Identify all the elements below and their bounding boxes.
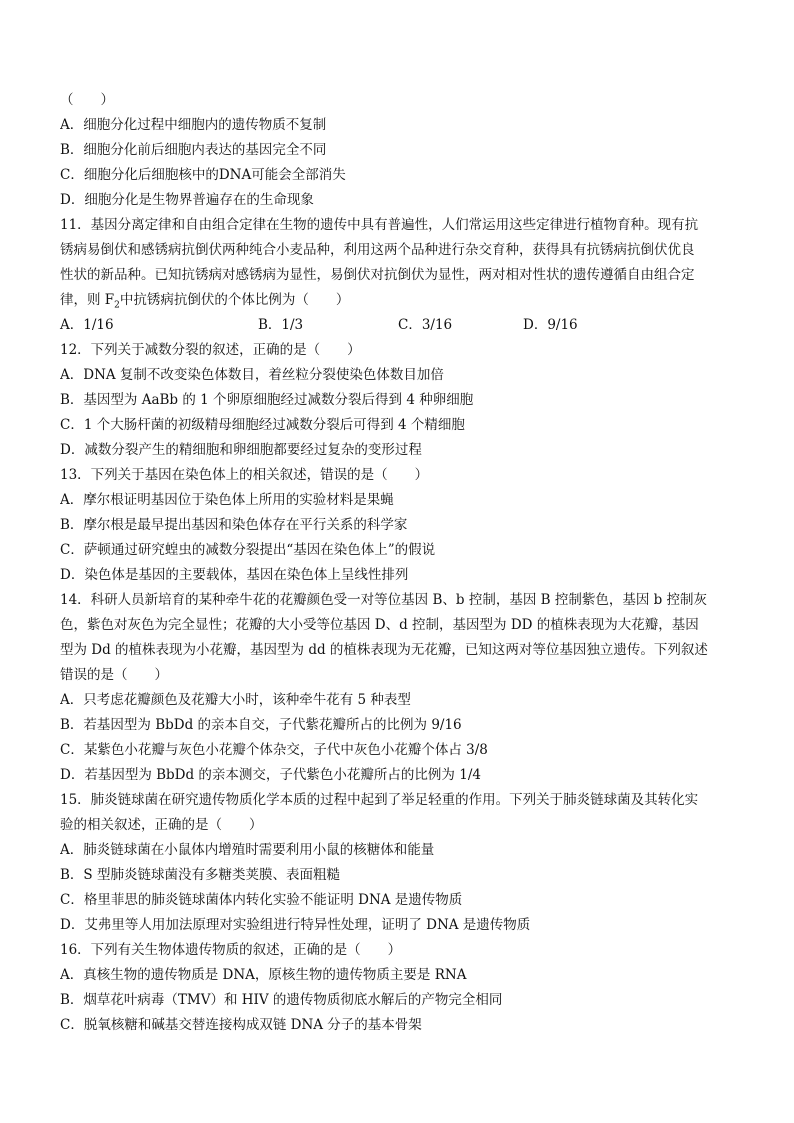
q15-stem-line-1: 15．肺炎链球菌在研究遗传物质化学本质的过程中起到了举足轻重的作用。下列关于肺炎链球菌及其转化实: [60, 792, 699, 808]
q11-stem-subscript: 2: [114, 300, 120, 311]
q10-option-d: D．细胞分化是生物界普遍存在的生命现象: [60, 192, 314, 208]
q15-option-c: C．格里菲思的肺炎链球菌体内转化实验不能证明 DNA 是遗传物质: [60, 892, 463, 908]
q11-stem-line-3: 性状的新品种。已知抗锈病对感锈病为显性，易倒伏对抗倒伏为显性，两对相对性状的遗传遵循自由组合定: [60, 267, 695, 283]
q12-option-a: A．DNA 复制不改变染色体数目，着丝粒分裂使染色体数目加倍: [60, 367, 444, 383]
q11-option-d: D．9/16: [523, 317, 578, 333]
q14-option-c: C．某紫色小花瓣与灰色小花瓣个体杂交，子代中灰色小花瓣个体占 3/8: [60, 742, 488, 758]
q13-option-c: C．萨顿通过研究蝗虫的减数分裂提出“基因在染色体上”的假说: [60, 542, 436, 558]
q15-option-d: D．艾弗里等人用加法原理对实验组进行特异性处理，证明了 DNA 是遗传物质: [60, 917, 531, 933]
q14-option-b: B．若基因型为 BbDd 的亲本自交，子代紫花瓣所占的比例为 9/16: [60, 717, 462, 733]
q14-stem-line-1: 14．科研人员新培育的某种牵牛花的花瓣颜色受一对等位基因 B、b 控制，基因 B 控制紫色，基因 b 控制灰: [60, 592, 708, 608]
q14-stem-line-2: 色，紫色对灰色为完全显性；花瓣的大小受等位基因 D、d 控制，基因型为 DD 的植株表现为大花瓣，基因: [60, 617, 699, 633]
q11-options-row: [60, 313, 736, 338]
q10-option-b: B．细胞分化前后细胞内表达的基因完全不同: [60, 142, 327, 158]
q16-option-a: A．真核生物的遗传物质是 DNA，原核生物的遗传物质主要是 RNA: [60, 967, 467, 983]
q11-stem-line-4: [60, 288, 736, 313]
q14-option-d: D．若基因型为 BbDd 的亲本测交，子代紫色小花瓣所占的比例为 1/4: [60, 767, 481, 783]
q12-option-c: C．1 个大肠杆菌的初级精母细胞经过减数分裂后可得到 4 个精细胞: [60, 417, 465, 433]
q10-option-a: A．细胞分化过程中细胞内的遗传物质不复制: [60, 117, 327, 133]
q11-stem-post: 中抗锈病抗倒伏的个体比例为（ ）: [119, 292, 350, 308]
exam-page: [60, 88, 736, 1038]
q13-stem: 13．下列关于基因在染色体上的相关叙述，错误的是（ ）: [60, 467, 429, 483]
q11-stem-line-2: 锈病易倒伏和感锈病抗倒伏两种纯合小麦品种，利用这两个品种进行杂交育种，获得具有抗锈病抗倒伏优良: [60, 242, 695, 258]
q10-bracket: （ ）: [60, 92, 114, 108]
q11-stem-pre: 律，则 F: [60, 292, 115, 308]
q12-option-d: D．减数分裂产生的精细胞和卵细胞都要经过复杂的变形过程: [60, 442, 422, 458]
q13-option-d: D．染色体是基因的主要载体，基因在染色体上呈线性排列: [60, 567, 409, 583]
q16-option-c: C．脱氧核糖和碱基交替连接构成双链 DNA 分子的基本骨架: [60, 1017, 422, 1033]
q16-option-b: B．烟草花叶病毒（TMV）和 HIV 的遗传物质彻底水解后的产物完全相同: [60, 992, 503, 1008]
q11-option-a: A．1/16: [60, 317, 114, 333]
q12-stem: 12．下列关于减数分裂的叙述，正确的是（ ）: [60, 342, 361, 358]
q11-stem-line-1: 11．基因分离定律和自由组合定律在生物的遗传中具有普遍性，人们常运用这些定律进行植物育种。现有抗: [60, 217, 699, 233]
q11-option-b: B．1/3: [258, 317, 304, 333]
q14-stem-line-4: 错误的是（ ）: [60, 667, 168, 683]
q15-option-a: A．肺炎链球菌在小鼠体内增殖时需要利用小鼠的核糖体和能量: [60, 842, 435, 858]
q10-option-c: C．细胞分化后细胞核中的DNA可能会全部消失: [60, 167, 346, 183]
q13-option-b: B．摩尔根是最早提出基因和染色体存在平行关系的科学家: [60, 517, 408, 533]
q16-stem: 16．下列有关生物体遗传物质的叙述，正确的是（ ）: [60, 942, 402, 958]
q14-stem-line-3: 型为 Dd 的植株表现为小花瓣，基因型为 dd 的植株表现为无花瓣，已知这两对等位基因独立遗传。下列叙述: [60, 642, 708, 658]
q11-option-c: C．3/16: [398, 317, 453, 333]
q12-option-b: B．基因型为 AaBb 的 1 个卵原细胞经过减数分裂后得到 4 种卵细胞: [60, 392, 474, 408]
q14-option-a: A．只考虑花瓣颜色及花瓣大小时，该种牵牛花有 5 种表型: [60, 692, 411, 708]
q15-option-b: B．S 型肺炎链球菌没有多糖类荚膜、表面粗糙: [60, 867, 340, 883]
q13-option-a: A．摩尔根证明基因位于染色体上所用的实验材料是果蝇: [60, 492, 394, 508]
q15-stem-line-2: 验的相关叙述，正确的是（ ）: [60, 817, 263, 833]
